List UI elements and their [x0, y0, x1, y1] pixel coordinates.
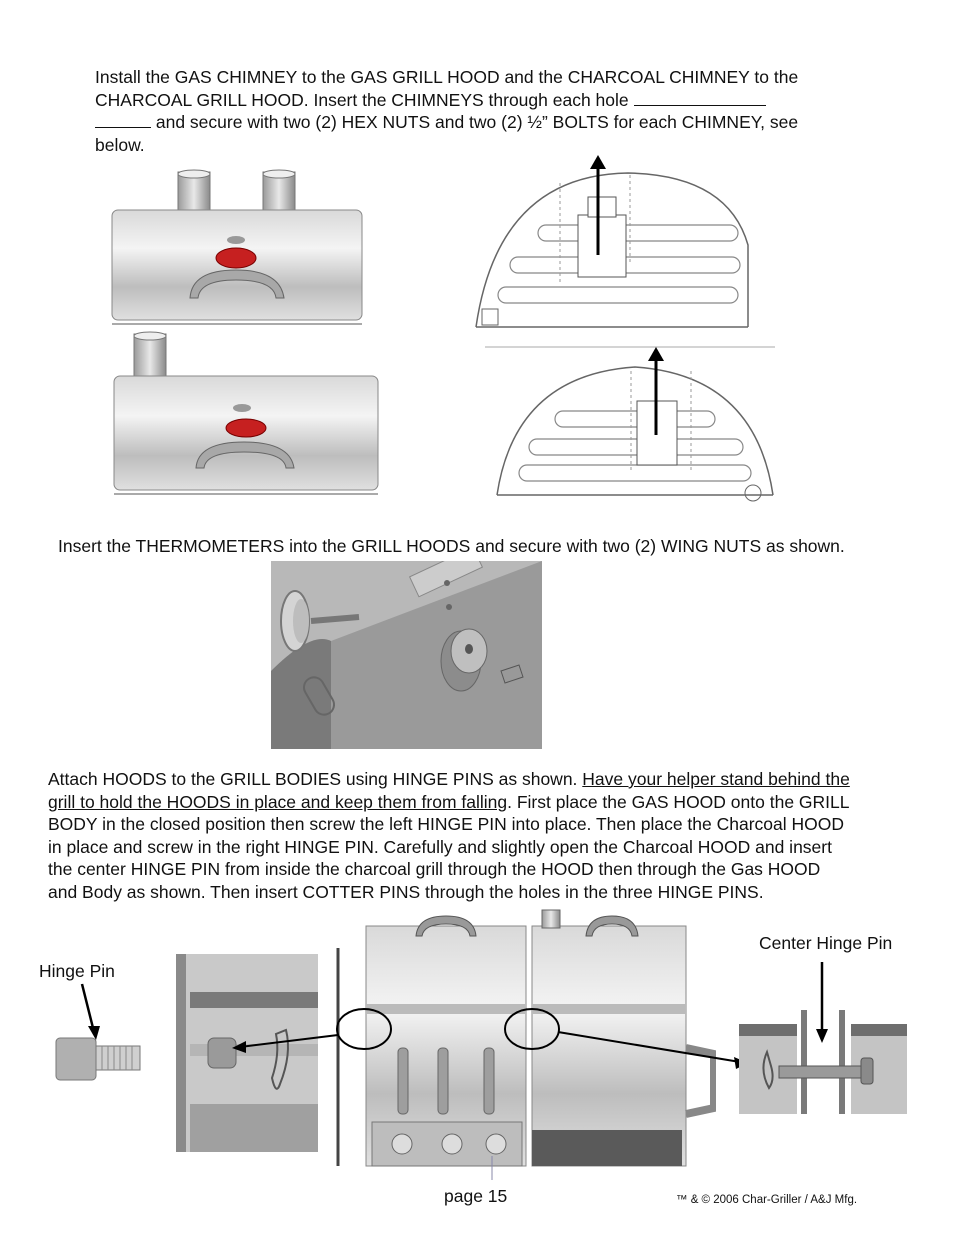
page-number: page 15 — [444, 1186, 508, 1206]
center-hinge-pin-label: Center Hinge Pin — [759, 933, 893, 953]
hinge-line-2: grill to hold the HOODS in place and keep them from falling. First place the GAS HOOD onto the GRILL — [48, 791, 850, 812]
hinge-line-3: BODY in the closed position then screw the left HINGE PIN into place. Then place the Charcoal HOOD — [48, 814, 844, 834]
hinge-line-1: Attach HOODS to the GRILL BODIES using HINGE PINS as shown. Have your helper stand behind the — [48, 769, 850, 789]
hinge-pin-label: Hinge Pin — [39, 961, 115, 981]
hinge-line-6: and Body as shown. Then insert COTTER PINS through the holes in the three HINGE PINS. — [48, 881, 764, 902]
copyright-notice: ™ & © 2006 Char-Griller / A&J Mfg. — [676, 1194, 858, 1206]
hinge-line-5: the center HINGE PIN from inside the charcoal grill through the HOOD then through the Gas HOOD — [48, 859, 821, 879]
chimney-line-2: CHARCOAL GRILL HOOD. Insert the CHIMNEYS through each hole — [95, 89, 895, 112]
hinge-line-4: in place and screw in the right HINGE PIN. Carefully and slightly open the Charcoal HOOD and insert — [48, 836, 832, 857]
chimney-line-1: Install the GAS CHIMNEY to the GAS GRILL HOOD and the CHARCOAL CHIMNEY to the — [95, 67, 799, 87]
center-hinge-detail-figure — [739, 1010, 907, 1114]
thermometer-instructions: Insert the THERMOMETERS into the GRILL HOODS and secure with two (2) WING NUTS as shown. — [58, 536, 845, 556]
chimney-line-4: below. — [95, 134, 145, 155]
chimney-line-3: and secure with two (2) HEX NUTS and two (2) ½” BOLTS for each CHIMNEY, see — [95, 111, 895, 134]
